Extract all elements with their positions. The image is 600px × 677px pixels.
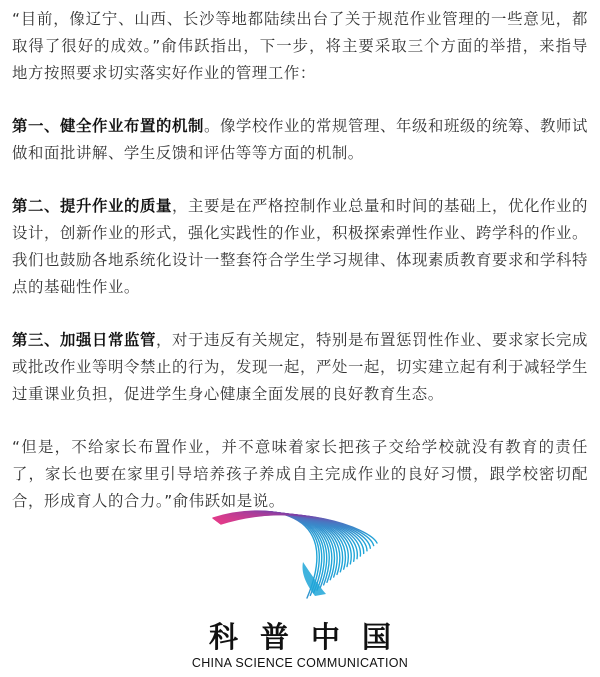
logo-wave-mark [195,498,405,623]
article-paragraph-intro: “目前，像辽宁、山西、长沙等地都陆续出台了关于规范作业管理的一些意见，都取得了很好的成效。”俞伟跃指出，下一步，将主要采取三个方面的举措，来指导地方按照要求切实落实好作业的管理工作： [12,10,588,82]
article-paragraph-first-measure [12,113,588,167]
logo-wave-line [214,511,322,592]
second-measure-text: ，主要是在严格控制作业总量和时间的基础上，优化作业的设计，创新作业的形式，强化实践性的作业，积极探索弹性作业、跨学科的作业。我们也鼓励各地系统化设计一整套符合学生学习规律、体现素质教育要求和学科特点的基础性作业。 [12,197,588,296]
logo-wave-line [213,511,317,598]
logo-chinese-name: 科普中国 [208,620,413,654]
logo-fin-shape [303,562,327,596]
paragraph-gap [12,301,588,327]
paragraph-gap [12,167,588,193]
article-paragraph-quote: “但是，不给家长布置作业，并不意味着家长把孩子交给学校就没有教育的责任了，家长也要在家里引导培养孩子养成自主完成作业的良好习惯，跟学校密切配合，形成育人的合力。”俞伟跃如是说。 [12,438,588,510]
kepu-china-logo [0,498,600,677]
logo-english-name: CHINA SCIENCE COMMUNICATION [191,656,409,670]
paragraph-gap [12,408,588,434]
third-measure-heading: 第三、加强日常监管 [12,331,156,349]
article-paragraph-second-measure [12,193,588,301]
logo-wave-line [219,514,363,554]
second-measure-heading: 第二、提升作业的质量 [12,197,172,215]
article-paragraph-third-measure [12,327,588,408]
logo-wave-line [213,511,319,595]
first-measure-text: 。像学校作业的常规管理、年级和班级的统筹、教师试做和面批讲解、学生反馈和评估等等方面的机制。 [12,117,588,162]
third-measure-text: ，对于违反有关规定，特别是布置惩罚性作业、要求家长完成或批改作业等明令禁止的行为，发现一起，严处一起，切实建立起有利于减轻学生过重课业负担，促进学生身心健康全面发展的良好教育生态。 [12,331,588,403]
first-measure-heading: 第一、健全作业布置的机制 [12,117,204,135]
paragraph-gap [12,87,588,113]
